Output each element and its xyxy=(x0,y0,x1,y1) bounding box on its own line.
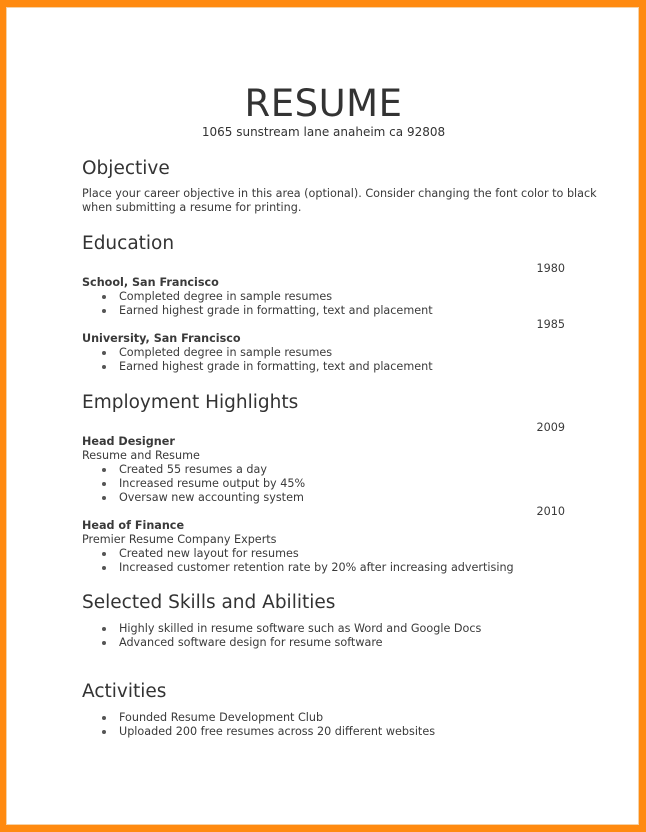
education-year: 1985 xyxy=(536,318,565,331)
list-item: Founded Resume Development Club xyxy=(82,711,562,725)
objective-line-1: Place your career objective in this area (optional). Consider changing the font color to black xyxy=(82,187,597,200)
bullet-icon xyxy=(102,309,106,313)
list-item: Advanced software design for resume software xyxy=(82,636,562,650)
list-item: Completed degree in sample resumes xyxy=(82,346,562,360)
employment-heading: Employment Highlights xyxy=(82,392,299,413)
list-item: Earned highest grade in formatting, text and placement xyxy=(82,304,562,318)
address: 1065 sunstream lane anaheim ca 92808 xyxy=(201,125,446,139)
activities-heading: Activities xyxy=(82,681,167,702)
education-year: 1980 xyxy=(536,262,565,275)
skills-heading: Selected Skills and Abilities xyxy=(82,592,336,613)
bullet-icon xyxy=(102,730,106,734)
employment-year: 2009 xyxy=(536,421,565,434)
education-heading: Education xyxy=(82,233,175,254)
resume-page xyxy=(6,7,639,825)
list-item: Created new layout for resumes xyxy=(82,547,562,561)
list-item: Highly skilled in resume software such as Word and Google Docs xyxy=(82,622,562,636)
list-item: Oversaw new accounting system xyxy=(82,491,562,505)
objective-line-2: when submitting a resume for printing. xyxy=(82,201,302,214)
list-item: Completed degree in sample resumes xyxy=(82,290,562,304)
bullet-icon xyxy=(102,351,106,355)
job-title: Head of Finance xyxy=(82,519,185,532)
education-school: School, San Francisco xyxy=(82,276,219,289)
education-school: University, San Francisco xyxy=(82,332,241,345)
bullet-icon xyxy=(102,295,106,299)
bullet-icon xyxy=(102,496,106,500)
list-item: Uploaded 200 free resumes across 20 different websites xyxy=(82,725,562,739)
job-title: Head Designer xyxy=(82,435,175,448)
bullet-icon xyxy=(102,627,106,631)
bullet-icon xyxy=(102,482,106,486)
list-item: Increased customer retention rate by 20% after increasing advertising xyxy=(82,561,562,575)
bullet-icon xyxy=(102,468,106,472)
bullet-icon xyxy=(102,641,106,645)
list-item: Increased resume output by 45% xyxy=(82,477,562,491)
employment-year: 2010 xyxy=(536,505,565,518)
resume-title: RESUME xyxy=(244,82,403,125)
company-name: Resume and Resume xyxy=(82,449,200,462)
bullet-icon xyxy=(102,566,106,570)
bullet-icon xyxy=(102,552,106,556)
bullet-icon xyxy=(102,716,106,720)
list-item: Created 55 resumes a day xyxy=(82,463,562,477)
objective-heading: Objective xyxy=(82,158,170,179)
list-item: Earned highest grade in formatting, text and placement xyxy=(82,360,562,374)
bullet-icon xyxy=(102,365,106,369)
company-name: Premier Resume Company Experts xyxy=(82,533,277,546)
